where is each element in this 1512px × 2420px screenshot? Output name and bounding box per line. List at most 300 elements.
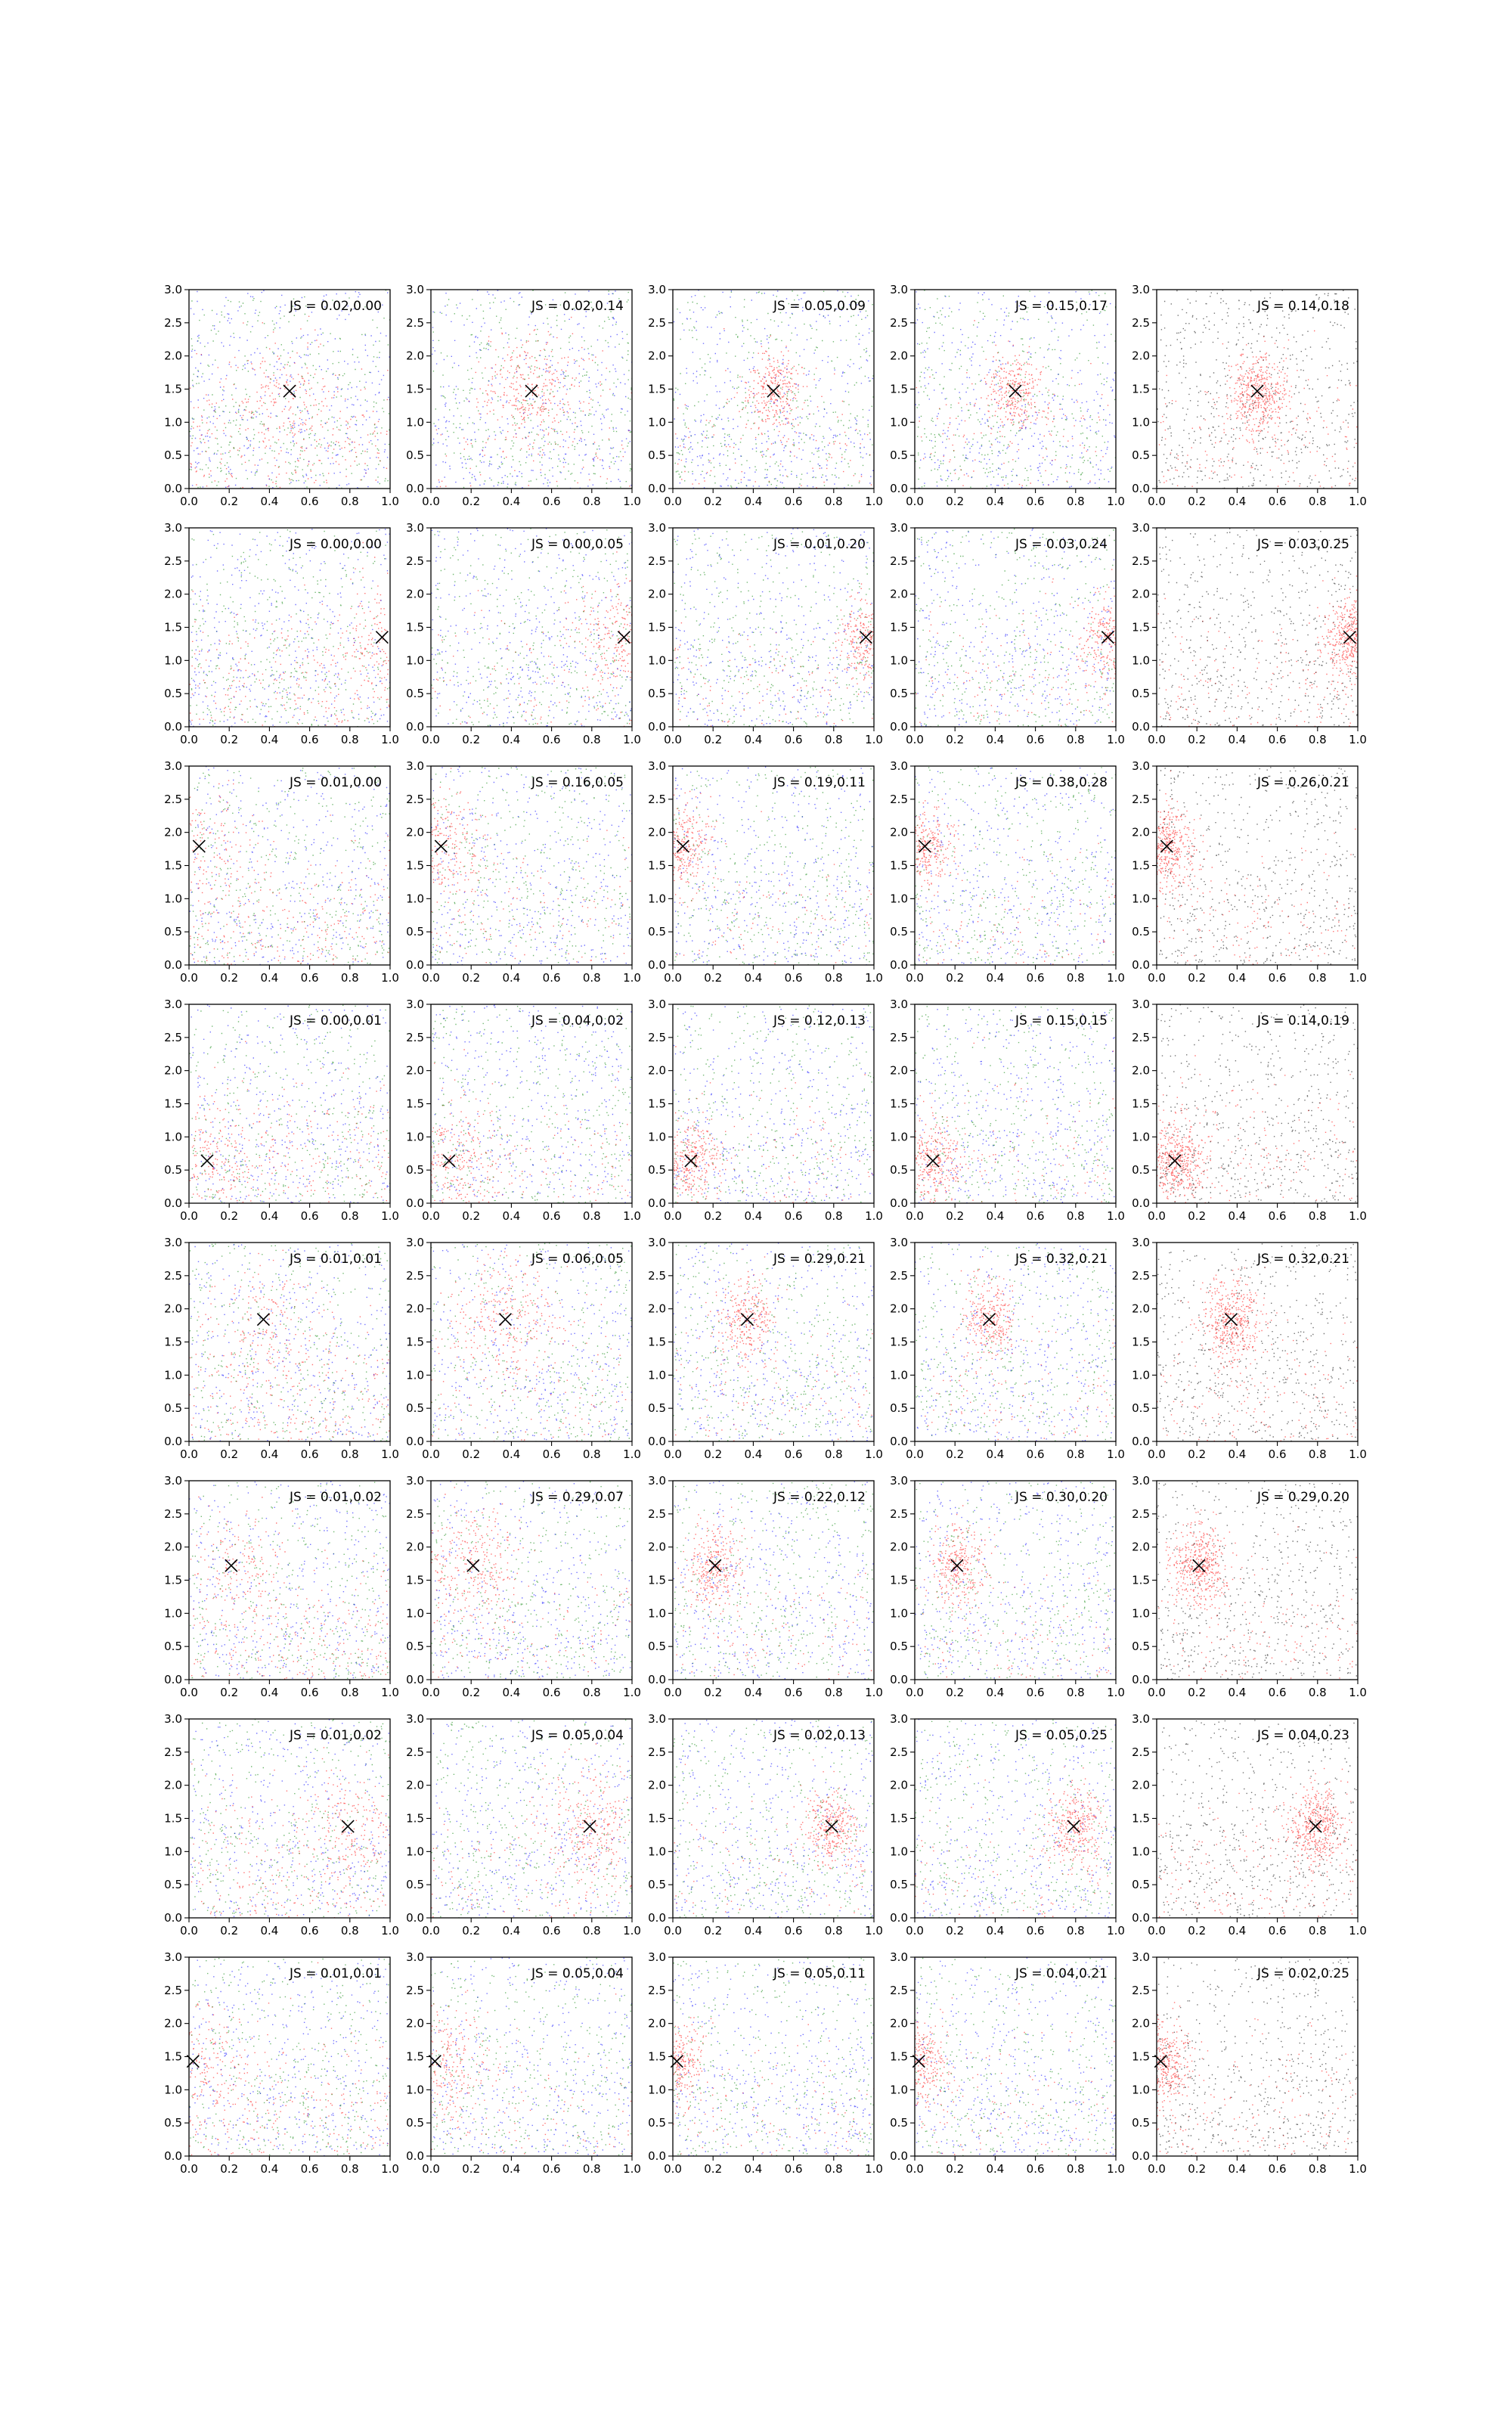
y-tick-label: 2.0 xyxy=(648,1063,666,1078)
x-tick-label: 1.0 xyxy=(623,1447,641,1461)
y-tick-label: 2.0 xyxy=(890,825,908,839)
x-tick-label: 1.0 xyxy=(1107,971,1125,985)
y-tick-label: 2.0 xyxy=(406,1302,424,1316)
x-tick-label: 0.0 xyxy=(1148,733,1166,746)
x-tick-label: 0.2 xyxy=(946,495,965,508)
y-tick-label: 3.0 xyxy=(406,521,424,535)
green-points xyxy=(674,1957,875,2157)
y-tick-label: 0.0 xyxy=(648,1196,666,1210)
y-tick-label: 1.0 xyxy=(1132,892,1150,906)
axes-frame xyxy=(673,528,874,727)
x-tick-label: 0.4 xyxy=(260,1686,279,1699)
y-tick-label: 2.5 xyxy=(406,554,424,568)
red-points xyxy=(190,542,449,737)
x-tick-label: 0.2 xyxy=(220,733,239,746)
target-marker xyxy=(685,1155,697,1167)
x-tick-label: 0.8 xyxy=(340,1686,359,1699)
x-tick-label: 0.6 xyxy=(542,971,561,985)
y-tick-label: 3.0 xyxy=(648,1474,666,1488)
x-tick-label: 0.2 xyxy=(704,733,723,746)
x-tick-label: 0.8 xyxy=(582,495,601,508)
x-tick-label: 0.8 xyxy=(824,971,843,985)
blue-points xyxy=(432,767,633,966)
y-tick-label: 2.0 xyxy=(164,1063,182,1078)
y-tick-label: 0.0 xyxy=(890,1196,908,1210)
x-tick-label: 0.8 xyxy=(1308,2162,1327,2176)
red-points xyxy=(674,1759,878,1918)
axes-frame xyxy=(189,1719,390,1918)
scatter-points xyxy=(915,1481,1117,1680)
x-tick-label: 1.0 xyxy=(381,495,399,508)
green-points xyxy=(190,529,389,728)
red-points xyxy=(412,1252,633,1443)
red-points xyxy=(190,1250,391,1443)
blue-points xyxy=(916,529,1117,728)
target-marker xyxy=(499,1314,511,1326)
y-tick-label: 2.0 xyxy=(648,587,666,601)
js-annotation: JS = 0.30,0.20 xyxy=(1015,1490,1108,1505)
red-points xyxy=(636,2005,875,2158)
x-tick-label: 0.6 xyxy=(784,2162,803,2176)
green-points xyxy=(915,290,1116,489)
x-tick-label: 0.2 xyxy=(220,1447,239,1461)
x-tick-label: 0.4 xyxy=(744,971,763,985)
y-tick-label: 1.0 xyxy=(648,653,666,668)
green-points xyxy=(915,1720,1117,1919)
y-tick-label: 2.5 xyxy=(1132,792,1150,806)
scatter-points xyxy=(156,1481,391,1681)
subplot-r4-c4 xyxy=(1132,1236,1367,1461)
y-tick-label: 1.5 xyxy=(164,1097,182,1111)
y-tick-label: 1.5 xyxy=(1132,382,1150,396)
x-tick-label: 0.6 xyxy=(1268,1209,1287,1223)
x-tick-label: 0.0 xyxy=(906,1447,924,1461)
blue-points xyxy=(432,290,633,489)
y-tick-label: 2.0 xyxy=(890,1063,908,1078)
x-tick-label: 0.4 xyxy=(502,1924,521,1938)
green-points xyxy=(674,1720,875,1919)
blue-points xyxy=(915,768,1117,966)
scatter-points xyxy=(412,1243,634,1442)
y-tick-label: 2.0 xyxy=(1132,1778,1150,1792)
x-tick-label: 0.4 xyxy=(260,971,279,985)
x-tick-label: 1.0 xyxy=(1349,2162,1367,2176)
x-tick-label: 0.0 xyxy=(664,733,682,746)
x-tick-label: 0.2 xyxy=(1188,1686,1207,1699)
y-tick-label: 0.5 xyxy=(164,1878,182,1892)
x-tick-label: 0.4 xyxy=(1228,733,1247,746)
x-tick-label: 0.2 xyxy=(462,1686,481,1699)
js-annotation: JS = 0.05,0.09 xyxy=(773,299,866,314)
x-tick-label: 0.2 xyxy=(946,971,965,985)
subplot-r7-c1 xyxy=(359,1950,641,2176)
y-tick-label: 0.5 xyxy=(1132,1163,1150,1177)
y-tick-label: 0.5 xyxy=(406,2116,424,2130)
y-tick-label: 0.5 xyxy=(1132,687,1150,701)
x-tick-label: 0.8 xyxy=(1066,495,1085,508)
green-points xyxy=(432,1006,634,1203)
y-tick-label: 3.0 xyxy=(890,1950,908,1964)
red-points xyxy=(359,1989,632,2154)
x-tick-label: 0.0 xyxy=(1148,495,1166,508)
y-tick-label: 0.5 xyxy=(648,448,666,463)
axes-frame xyxy=(673,1481,874,1680)
y-tick-label: 1.5 xyxy=(406,1573,424,1587)
x-tick-label: 0.0 xyxy=(1148,1924,1166,1938)
subplot-r5-c1 xyxy=(401,1457,641,1699)
x-tick-label: 0.6 xyxy=(1026,1686,1045,1699)
y-tick-label: 2.0 xyxy=(1132,349,1150,363)
y-tick-label: 2.5 xyxy=(890,554,908,568)
y-tick-label: 1.5 xyxy=(406,858,424,873)
x-tick-label: 0.6 xyxy=(542,1447,561,1461)
js-annotation: JS = 0.29,0.07 xyxy=(531,1490,624,1505)
x-tick-label: 1.0 xyxy=(865,495,883,508)
red-points xyxy=(432,1743,667,1917)
x-tick-label: 0.0 xyxy=(1148,971,1166,985)
x-tick-label: 0.8 xyxy=(582,1686,601,1699)
x-tick-label: 0.6 xyxy=(784,971,803,985)
x-tick-label: 0.6 xyxy=(300,2162,319,2176)
x-tick-label: 0.6 xyxy=(784,1686,803,1699)
y-tick-label: 2.0 xyxy=(890,1778,908,1792)
y-tick-label: 1.5 xyxy=(1132,1097,1150,1111)
x-tick-label: 0.6 xyxy=(784,1209,803,1223)
x-tick-label: 0.2 xyxy=(704,971,723,985)
subplot-r2-c2 xyxy=(642,759,883,985)
y-tick-label: 2.5 xyxy=(1132,1506,1150,1521)
y-tick-label: 3.0 xyxy=(648,283,666,296)
x-tick-label: 0.4 xyxy=(744,1924,763,1938)
blue-points xyxy=(674,1481,874,1680)
y-tick-label: 2.0 xyxy=(164,825,182,839)
target-marker xyxy=(435,840,447,852)
x-tick-label: 0.6 xyxy=(784,1924,803,1938)
x-tick-label: 0.4 xyxy=(986,1924,1005,1938)
y-tick-label: 3.0 xyxy=(1132,1712,1150,1726)
js-annotation: JS = 0.16,0.05 xyxy=(531,775,624,790)
subplot-r2-c0 xyxy=(135,759,399,985)
red-points xyxy=(916,1505,1117,1680)
subplot-r4-c3 xyxy=(890,1236,1125,1461)
red-points xyxy=(915,1753,1117,1917)
axes-frame xyxy=(915,1243,1116,1441)
y-tick-label: 2.5 xyxy=(406,1506,424,1521)
y-tick-label: 2.5 xyxy=(406,1268,424,1283)
y-tick-label: 1.5 xyxy=(890,2049,908,2064)
y-tick-label: 0.0 xyxy=(164,1196,182,1210)
scatter-points xyxy=(881,1957,1117,2157)
blue-points xyxy=(674,1720,875,1919)
subplot-r1-c3 xyxy=(890,521,1157,746)
x-tick-label: 1.0 xyxy=(865,733,883,746)
y-tick-label: 1.5 xyxy=(890,1335,908,1349)
green-points xyxy=(432,1720,634,1919)
js-annotation: JS = 0.14,0.19 xyxy=(1257,1013,1349,1028)
scatter-points xyxy=(1157,1243,1359,1442)
x-tick-label: 0.8 xyxy=(824,1209,843,1223)
y-tick-label: 1.5 xyxy=(406,2049,424,2064)
x-tick-label: 0.2 xyxy=(946,1924,965,1938)
subplot-r4-c2 xyxy=(648,1236,883,1461)
y-tick-label: 1.0 xyxy=(164,2083,182,2097)
green-points xyxy=(674,1005,875,1204)
y-tick-label: 1.0 xyxy=(648,415,666,430)
x-tick-label: 0.8 xyxy=(1308,733,1327,746)
x-tick-label: 0.8 xyxy=(340,1924,359,1938)
x-tick-label: 0.2 xyxy=(704,1209,723,1223)
axes-frame xyxy=(1157,1243,1358,1441)
x-tick-label: 0.8 xyxy=(1308,1209,1327,1223)
y-tick-label: 0.5 xyxy=(406,925,424,939)
js-annotation: JS = 0.01,0.01 xyxy=(290,1966,382,1981)
x-tick-label: 0.2 xyxy=(1188,1924,1207,1938)
y-tick-label: 3.0 xyxy=(1132,759,1150,773)
red-points xyxy=(1125,2002,1356,2157)
x-tick-label: 0.2 xyxy=(220,1924,239,1938)
y-tick-label: 2.0 xyxy=(164,2016,182,2031)
x-tick-label: 0.8 xyxy=(1066,1924,1085,1938)
axes-frame xyxy=(915,1719,1116,1918)
y-tick-label: 0.5 xyxy=(648,925,666,939)
scatter-points xyxy=(1157,528,1390,728)
x-tick-label: 0.8 xyxy=(1066,733,1085,746)
js-annotation: JS = 0.02,0.14 xyxy=(531,299,624,314)
y-tick-label: 1.5 xyxy=(648,620,666,634)
x-tick-label: 0.4 xyxy=(744,1686,763,1699)
x-tick-label: 0.6 xyxy=(1026,733,1045,746)
y-tick-label: 1.5 xyxy=(406,1097,424,1111)
y-tick-label: 2.5 xyxy=(164,315,182,330)
y-tick-label: 2.5 xyxy=(890,1268,908,1283)
y-tick-label: 1.0 xyxy=(890,892,908,906)
y-tick-label: 2.0 xyxy=(648,825,666,839)
y-tick-label: 2.0 xyxy=(890,349,908,363)
y-tick-label: 1.0 xyxy=(406,1844,424,1859)
x-tick-label: 0.8 xyxy=(582,1209,601,1223)
x-tick-label: 0.8 xyxy=(1066,1686,1085,1699)
y-tick-label: 0.5 xyxy=(1132,925,1150,939)
y-tick-label: 1.5 xyxy=(164,382,182,396)
y-tick-label: 1.0 xyxy=(164,415,182,430)
y-tick-label: 1.5 xyxy=(406,1811,424,1826)
target-marker xyxy=(201,1155,213,1167)
blue-points xyxy=(915,1243,1117,1442)
x-tick-label: 0.2 xyxy=(946,2162,965,2176)
x-tick-label: 0.2 xyxy=(704,2162,723,2176)
axes-frame xyxy=(673,1719,874,1918)
x-tick-label: 0.2 xyxy=(462,733,481,746)
scatter-points xyxy=(1157,1481,1358,1680)
x-tick-label: 0.6 xyxy=(1268,733,1287,746)
x-tick-label: 0.8 xyxy=(824,733,843,746)
x-tick-label: 0.2 xyxy=(946,1447,965,1461)
target-marker xyxy=(525,385,538,397)
y-tick-label: 0.0 xyxy=(648,1435,666,1448)
js-annotation: JS = 0.26,0.21 xyxy=(1257,775,1349,790)
y-tick-label: 0.0 xyxy=(648,720,666,734)
y-tick-label: 0.0 xyxy=(1132,1435,1150,1448)
target-marker xyxy=(467,1559,479,1571)
blue-points xyxy=(191,1004,391,1203)
y-tick-label: 2.0 xyxy=(648,1540,666,1554)
x-tick-label: 0.0 xyxy=(422,1924,440,1938)
scatter-points xyxy=(916,529,1157,728)
x-tick-label: 0.4 xyxy=(1228,1209,1247,1223)
black-points xyxy=(1157,528,1359,728)
subplot-r6-c4 xyxy=(1132,1712,1367,1938)
subplot-r0-c3 xyxy=(890,283,1125,508)
x-tick-label: 1.0 xyxy=(1107,1209,1125,1223)
red-points xyxy=(1159,330,1359,488)
blue-points xyxy=(674,1004,875,1204)
x-tick-label: 0.0 xyxy=(1148,1447,1166,1461)
x-tick-label: 0.2 xyxy=(462,1447,481,1461)
y-tick-label: 0.0 xyxy=(1132,482,1150,495)
y-tick-label: 3.0 xyxy=(890,1474,908,1488)
scatter-points xyxy=(890,1006,1115,1221)
scatter-points xyxy=(891,766,1117,966)
subplot-r3-c3 xyxy=(890,997,1125,1223)
x-tick-label: 0.4 xyxy=(1228,1447,1247,1461)
x-tick-label: 0.4 xyxy=(502,733,521,746)
js-annotation: JS = 0.04,0.02 xyxy=(531,1013,624,1028)
y-tick-label: 2.0 xyxy=(648,349,666,363)
x-tick-label: 0.4 xyxy=(744,1209,763,1223)
js-annotation: JS = 0.01,0.00 xyxy=(290,775,382,790)
x-tick-label: 0.4 xyxy=(502,1209,521,1223)
y-tick-label: 0.5 xyxy=(890,2116,908,2130)
y-tick-label: 2.0 xyxy=(648,1302,666,1316)
js-annotation: JS = 0.02,0.13 xyxy=(773,1728,866,1743)
x-tick-label: 0.8 xyxy=(340,495,359,508)
target-marker xyxy=(225,1559,237,1571)
x-tick-label: 0.6 xyxy=(542,1924,561,1938)
y-tick-label: 1.0 xyxy=(890,1130,908,1144)
scatter-points xyxy=(642,767,874,966)
y-tick-label: 0.0 xyxy=(164,720,182,734)
y-tick-label: 0.5 xyxy=(890,1878,908,1892)
x-tick-label: 1.0 xyxy=(1107,1447,1125,1461)
y-tick-label: 2.0 xyxy=(406,1063,424,1078)
axes-frame xyxy=(1157,290,1358,489)
x-tick-label: 0.6 xyxy=(300,1209,319,1223)
y-tick-label: 0.5 xyxy=(164,448,182,463)
x-tick-label: 0.6 xyxy=(784,495,803,508)
y-tick-label: 0.0 xyxy=(406,1911,424,1925)
y-tick-label: 3.0 xyxy=(1132,521,1150,535)
y-tick-label: 3.0 xyxy=(890,283,908,296)
y-tick-label: 0.0 xyxy=(890,1911,908,1925)
x-tick-label: 0.8 xyxy=(1308,971,1327,985)
y-tick-label: 0.0 xyxy=(164,958,182,972)
blue-points xyxy=(431,528,633,728)
y-tick-label: 1.5 xyxy=(1132,1811,1150,1826)
x-tick-label: 0.4 xyxy=(502,971,521,985)
y-tick-label: 1.5 xyxy=(890,1811,908,1826)
y-tick-label: 0.0 xyxy=(890,2149,908,2163)
y-tick-label: 2.5 xyxy=(890,1983,908,1997)
y-tick-label: 2.5 xyxy=(890,1745,908,1759)
y-tick-label: 1.0 xyxy=(890,415,908,430)
x-tick-label: 0.6 xyxy=(784,733,803,746)
y-tick-label: 0.0 xyxy=(1132,1673,1150,1686)
x-tick-label: 0.0 xyxy=(664,1447,682,1461)
js-annotation: JS = 0.06,0.05 xyxy=(531,1252,624,1267)
x-tick-label: 0.0 xyxy=(180,971,198,985)
red-points xyxy=(1158,1768,1359,1919)
y-tick-label: 2.0 xyxy=(164,1778,182,1792)
green-points xyxy=(190,1243,391,1442)
subplot-r3-c2 xyxy=(648,997,883,1223)
x-tick-label: 1.0 xyxy=(623,733,641,746)
y-tick-label: 1.0 xyxy=(1132,415,1150,430)
green-points xyxy=(189,1958,390,2157)
x-tick-label: 0.4 xyxy=(1228,495,1247,508)
y-tick-label: 1.5 xyxy=(164,1811,182,1826)
axes-frame xyxy=(189,1243,390,1441)
red-points xyxy=(916,569,1157,726)
axes-frame xyxy=(1157,528,1358,727)
red-points xyxy=(881,1997,1116,2157)
y-tick-label: 1.0 xyxy=(648,2083,666,2097)
target-marker xyxy=(618,631,630,644)
x-tick-label: 0.8 xyxy=(824,1924,843,1938)
subplot-r6-c2 xyxy=(648,1712,883,1938)
y-tick-label: 2.5 xyxy=(164,1506,182,1521)
y-tick-label: 1.0 xyxy=(1132,1368,1150,1382)
axes-frame xyxy=(431,1481,632,1680)
red-points xyxy=(655,1046,875,1212)
x-tick-label: 0.8 xyxy=(1308,495,1327,508)
y-tick-label: 2.5 xyxy=(648,1983,666,1997)
y-tick-label: 0.5 xyxy=(406,448,424,463)
axes-frame xyxy=(673,290,874,489)
y-tick-label: 1.5 xyxy=(1132,858,1150,873)
x-tick-label: 0.8 xyxy=(340,971,359,985)
y-tick-label: 2.0 xyxy=(406,2016,424,2031)
axes-frame xyxy=(189,290,390,489)
y-tick-label: 3.0 xyxy=(164,1950,182,1964)
y-tick-label: 0.0 xyxy=(1132,1196,1150,1210)
y-tick-label: 2.0 xyxy=(406,1540,424,1554)
x-tick-label: 0.4 xyxy=(744,495,763,508)
x-tick-label: 1.0 xyxy=(381,1209,399,1223)
black-points xyxy=(1157,1720,1359,1919)
x-tick-label: 1.0 xyxy=(1349,1924,1367,1938)
x-tick-label: 0.2 xyxy=(462,1924,481,1938)
y-tick-label: 3.0 xyxy=(406,1474,424,1488)
y-tick-label: 1.5 xyxy=(164,2049,182,2064)
axes-frame xyxy=(1157,1957,1358,2156)
blue-points xyxy=(673,1962,874,2157)
y-tick-label: 1.0 xyxy=(406,1130,424,1144)
x-tick-label: 0.2 xyxy=(704,1686,723,1699)
y-tick-label: 1.0 xyxy=(406,892,424,906)
x-tick-label: 0.2 xyxy=(1188,1447,1207,1461)
subplot-r5-c4 xyxy=(1132,1474,1367,1699)
x-tick-label: 0.6 xyxy=(300,971,319,985)
black-points xyxy=(1157,1957,1359,2157)
js-annotation: JS = 0.04,0.21 xyxy=(1015,1966,1108,1981)
blue-points xyxy=(915,1481,1115,1680)
y-tick-label: 2.5 xyxy=(164,1030,182,1044)
subplot-r1-c2 xyxy=(648,521,913,746)
x-tick-label: 0.0 xyxy=(180,1209,198,1223)
y-tick-label: 2.0 xyxy=(890,1540,908,1554)
y-tick-label: 1.5 xyxy=(406,620,424,634)
x-tick-label: 0.0 xyxy=(422,2162,440,2176)
